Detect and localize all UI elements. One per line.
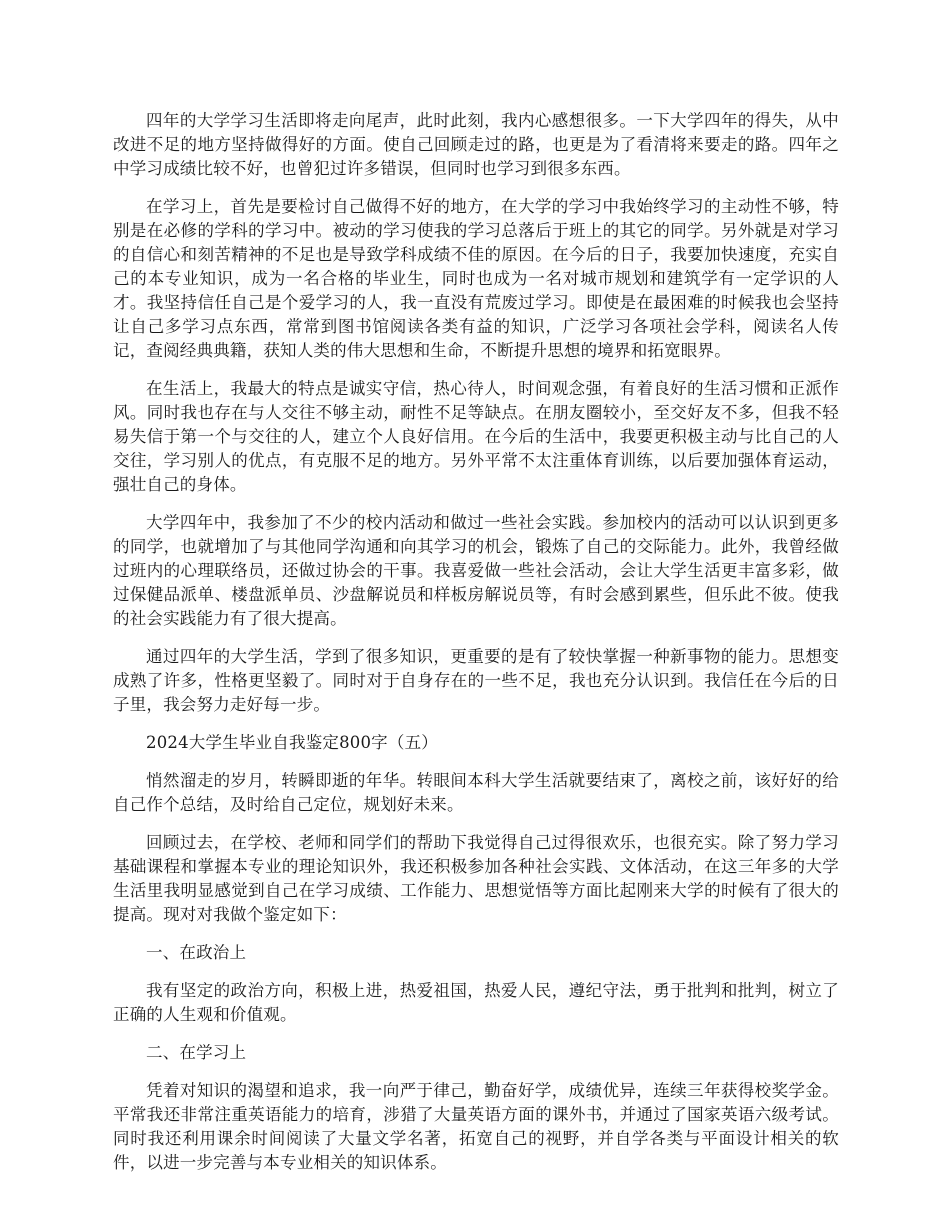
- paragraph-study: 在学习上，首先是要检讨自己做得不好的地方，在大学的学习中我始终学习的主动性不够，特别是在必修的学科的学习中。被动的学习使我的学习总落后于班上的其它的同学。另外就是对学习的自信心和刻苦精神的不足也是导致学科成绩不佳的原因。在今后的日子，我要加快速度，充实自己的本专业知识，成为一名合格的毕业生，同时也成为一名对城市规划和建筑学有一定学识的人才。我坚持信任自己是个爱学习的人，我一直没有荒废过学习。即使是在最困难的时候我也会坚持让自己多学习点东西，常常到图书馆阅读各类有益的知识，广泛学习各项社会学科，阅读名人传记，查阅经典典籍，获知人类的伟大思想和生命，不断提升思想的境界和拓宽眼界。: [113, 197, 839, 360]
- subheading-study: 二、在学习上: [146, 1043, 247, 1062]
- paragraph-activities: 大学四年中，我参加了不少的校内活动和做过一些社会实践。参加校内的活动可以认识到更多的同学，也就增加了与其他同学沟通和向其学习的机会，锻炼了自己的交际能力。此外，我曾经做过班内的心理联络员，还做过协会的干事。我喜爱做一些社会活动，会让大学生活更丰富多彩，做过保健品派单、楼盘派单员、沙盘解说员和样板房解说员等，有时会感到累些，但乐此不彼。使我的社会实践能力有了很大提高。: [113, 513, 839, 628]
- paragraph-study-achievements: 凭着对知识的渴望和追求，我一向严于律己，勤奋好学，成绩优异，连续三年获得校奖学金。平常我还非常注重英语能力的培育，涉猎了大量英语方面的课外书，并通过了国家英语六级考试。同时我还利用课余时间阅读了大量文学名著，拓宽自己的视野，并自学各类与平面设计相关的软件，以进一步完善与本专业相关的知识体系。: [113, 1081, 839, 1172]
- paragraph-conclusion: 通过四年的大学生活，学到了很多知识，更重要的是有了较快掌握一种新事物的能力。思想变成熟了许多，性格更坚毅了。同时对于自身存在的一些不足，我也充分认识到。我信任在今后的日子里，我会努力走好每一步。: [113, 647, 839, 714]
- paragraph-life: 在生活上，我最大的特点是诚实守信，热心待人，时间观念强，有着良好的生活习惯和正派作风。同时我也存在与人交往不够主动，耐性不足等缺点。在朋友圈较小，至交好友不多，但我不轻易失信于第一个与交往的人，建立个人良好信用。在今后的生活中，我要更积极主动与比自己的人交往，学习别人的优点，有克服不足的地方。另外平常不太注重体育训练，以后要加强体育运动，强壮自己的身体。: [113, 379, 839, 494]
- paragraph-review: 回顾过去，在学校、老师和同学们的帮助下我觉得自己过得很欢乐，也很充实。除了努力学习基础课程和掌握本专业的理论知识外，我还积极参加各种社会实践、文体活动，在这三年多的大学生活里我明显感觉到自己在学习成绩、工作能力、思想觉悟等方面比起刚来大学的时候有了很大的提高。现对对我做个鉴定如下：: [113, 833, 839, 924]
- document-body: [113, 109, 839, 1189]
- paragraph-opening: 悄然溜走的岁月，转瞬即逝的年华。转眼间本科大学生活就要结束了，离校之前，该好好的给自己作个总结，及时给自己定位，规划好未来。: [113, 771, 839, 814]
- paragraph-intro: 四年的大学学习生活即将走向尾声，此时此刻，我内心感想很多。一下大学四年的得失，从中改进不足的地方坚持做得好的方面。使自己回顾走过的路，也更是为了看清将来要走的路。四年之中学习成绩比较不好，也曾犯过许多错误，但同时也学习到很多东西。: [113, 111, 839, 178]
- paragraph-politics: 我有坚定的政治方向，积极上进，热爱祖国，热爱人民，遵纪守法，勇于批判和批判，树立了正确的人生观和价值观。: [113, 981, 839, 1024]
- section-title-five: 2024大学生毕业自我鉴定800字（五）: [146, 733, 438, 752]
- subheading-politics: 一、在政治上: [146, 943, 247, 962]
